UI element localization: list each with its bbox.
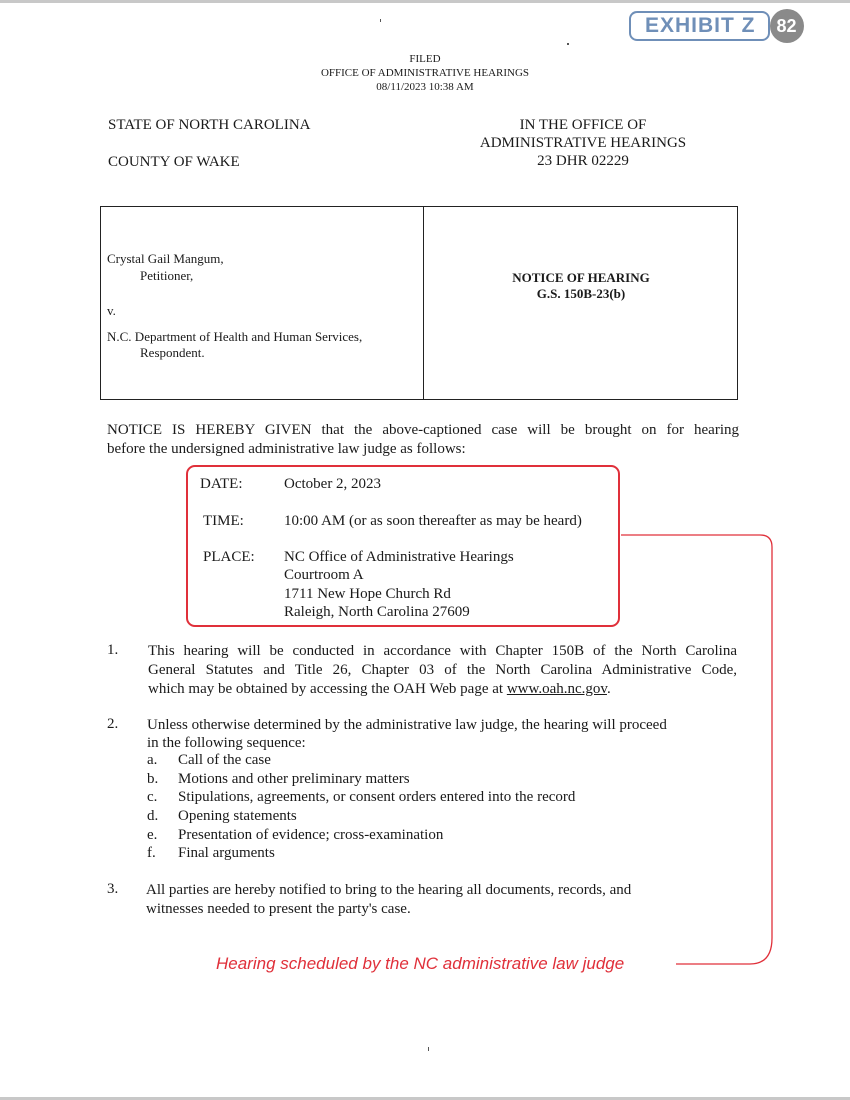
notice-line2: before the undersigned administrative law judge as follows: — [107, 441, 466, 457]
place-line-2: Courtroom A — [284, 567, 364, 583]
step-letter: c. — [147, 789, 158, 805]
step-text: Motions and other preliminary matters — [178, 771, 410, 787]
step-letter: d. — [147, 808, 159, 824]
respondent-name: N.C. Department of Health and Human Services, — [107, 329, 363, 344]
respondent-role: Respondent. — [140, 345, 205, 360]
item-1-line1: This hearing will be conducted in accordance with Chapter 150B of the North Carolina — [148, 643, 737, 659]
step-text: Opening statements — [178, 808, 297, 824]
petitioner-role: Petitioner, — [140, 268, 194, 283]
item-1-line3-text: which may be obtained by accessing the OAH Web page at — [148, 681, 507, 697]
exhibit-number-badge: 82 — [770, 9, 804, 43]
date-value: October 2, 2023 — [284, 476, 382, 492]
item-1-number: 1. — [107, 642, 119, 658]
item-2-number: 2. — [107, 716, 119, 732]
scan-speck — [567, 43, 569, 45]
notice-title: NOTICE OF HEARING — [512, 270, 650, 285]
filed-label: FILED — [409, 53, 441, 65]
notice-line1: NOTICE IS HEREBY GIVEN that the above-captioned case will be brought on for hearing — [107, 422, 739, 438]
exhibit-label: EXHIBIT Z — [629, 11, 770, 41]
place-line-4: Raleigh, North Carolina 27609 — [284, 604, 470, 620]
step-text: Final arguments — [178, 845, 275, 861]
office-heading-line2: ADMINISTRATIVE HEARINGS — [479, 135, 687, 151]
step-text: Stipulations, agreements, or consent orders entered into the record — [178, 789, 576, 805]
item-2-line2: in the following sequence: — [147, 735, 306, 751]
oah-website-link[interactable]: www.oah.nc.gov — [506, 681, 607, 697]
county-heading: COUNTY OF WAKE — [108, 154, 240, 170]
item-3-number: 3. — [107, 881, 119, 897]
annotation-note: Hearing scheduled by the NC administrative law judge — [216, 954, 625, 973]
step-letter: b. — [147, 771, 159, 787]
versus: v. — [107, 303, 116, 318]
time-label: TIME: — [203, 513, 244, 529]
place-line-1: NC Office of Administrative Hearings — [284, 549, 514, 565]
item-3-line2: witnesses needed to present the party's case. — [146, 901, 411, 917]
item-1-line3-end: . — [606, 681, 611, 697]
item-1-line2: General Statutes and Title 26, Chapter 03 of the North Carolina Administrative Code, — [148, 662, 737, 678]
item-3-line1: All parties are hereby notified to bring to the hearing all documents, records, and — [146, 882, 632, 898]
notice-statute: G.S. 150B-23(b) — [536, 286, 626, 301]
date-label: DATE: — [200, 476, 243, 492]
step-letter: e. — [147, 827, 158, 843]
scan-speck — [428, 1047, 429, 1051]
filed-office: OFFICE OF ADMINISTRATIVE HEARINGS — [320, 67, 530, 79]
time-value: 10:00 AM (or as soon thereafter as may be heard) — [284, 513, 582, 529]
step-letter: f. — [147, 845, 156, 861]
step-letter: a. — [147, 752, 158, 768]
scan-speck — [380, 19, 381, 22]
step-text: Call of the case — [178, 752, 271, 768]
office-heading-line1: IN THE OFFICE OF — [519, 117, 647, 133]
case-number: 23 DHR 02229 — [537, 153, 629, 169]
place-label: PLACE: — [203, 549, 255, 565]
item-2-line1: Unless otherwise determined by the administrative law judge, the hearing will proceed — [147, 717, 667, 733]
step-text: Presentation of evidence; cross-examination — [178, 827, 444, 843]
place-line-3: 1711 New Hope Church Rd — [284, 586, 451, 602]
filed-timestamp: 08/11/2023 10:38 AM — [376, 81, 474, 93]
petitioner-name: Crystal Gail Mangum, — [107, 251, 224, 266]
state-heading: STATE OF NORTH CAROLINA — [108, 117, 311, 133]
